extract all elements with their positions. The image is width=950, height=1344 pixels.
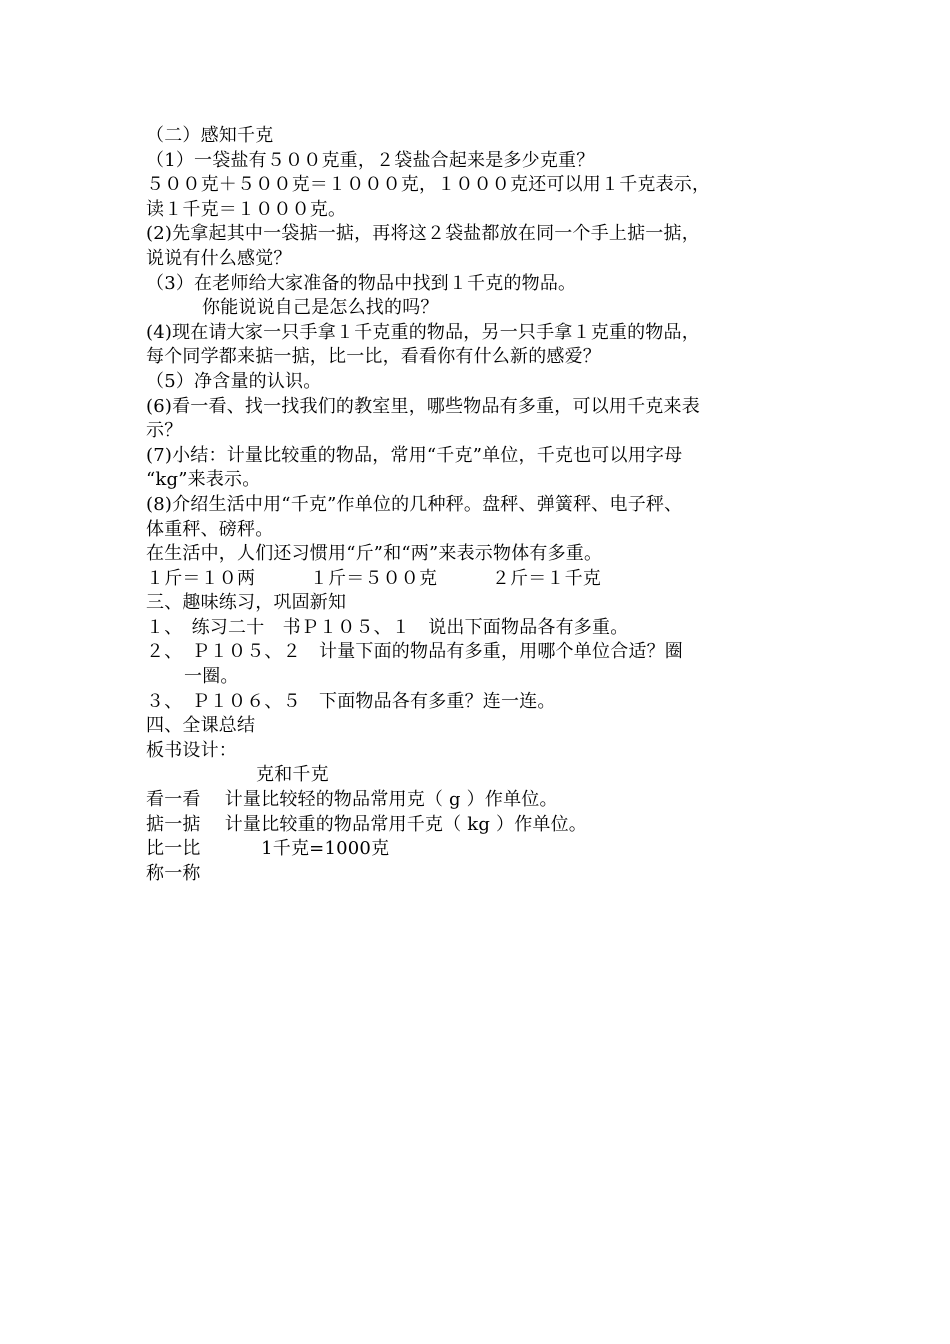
section-heading-summary: 四、全课总结 <box>146 715 256 737</box>
step-2-text: (2)先拿起其中一袋掂一掂，再将这２袋盐都放在同一个手上掂一掂， <box>146 223 700 245</box>
section-heading-perceive-kilogram: （二）感知千克 <box>146 125 274 146</box>
lesson-plan-body <box>146 124 826 886</box>
jin-liang-conversions: １斤＝１０两 １斤＝５００克 ２斤＝１千克 <box>146 567 601 589</box>
step-1-calculation-cont: 读１千克＝１０００克。 <box>146 198 347 220</box>
step-1-calculation: ５００克＋５００克＝１０００克，１０００克还可以用１千克表示， <box>146 174 711 196</box>
step-3-text-cont: 你能说说自己是怎么找的吗？ <box>202 297 439 319</box>
step-7-summary: (7)小结：计量比较重的物品，常用“千克”单位，千克也可以用字母 <box>146 444 683 466</box>
section-heading-practice: 三、趣味练习，巩固新知 <box>146 592 347 614</box>
step-3-text: （3）在老师给大家准备的物品中找到１千克的物品。 <box>146 272 577 294</box>
blackboard-row-scale: 称一称 <box>146 862 201 884</box>
step-1-question: （1）一袋盐有５００克重，２袋盐合起来是多少克重？ <box>146 149 595 171</box>
blackboard-design-label: 板书设计： <box>146 739 237 761</box>
step-5-text: （5）净含量的认识。 <box>146 370 322 392</box>
step-2-text-cont: 说说有什么感觉？ <box>146 247 292 269</box>
step-8-scales: (8)介绍生活中用“千克”作单位的几种秤。盘秤、弹簧秤、电子秤、 <box>146 493 683 515</box>
step-8-scales-cont: 体重秤、磅秤。 <box>146 518 274 540</box>
practice-item-2-cont: 一圈。 <box>184 666 239 688</box>
step-7-summary-cont: “kg”来表示。 <box>146 469 261 491</box>
jin-liang-intro: 在生活中，人们还习惯用“斤”和“两”来表示物体有多重。 <box>146 543 603 565</box>
step-4-text-cont: 每个同学都来掂一掂，比一比，看看你有什么新的感爱？ <box>146 346 601 368</box>
practice-item-1: １、 练习二十 书Ｐ１０５、１ 说出下面物品各有多重。 <box>146 616 629 638</box>
practice-item-2: ２、 Ｐ１０５、２ 计量下面的物品有多重，用哪个单位合适？圈 <box>146 641 683 663</box>
step-6-text-cont: 示？ <box>146 420 183 442</box>
step-4-text: (4)现在请大家一只手拿１千克重的物品，另一只手拿１克重的物品， <box>146 321 700 343</box>
practice-item-3: ３、 Ｐ１０６、５ 下面物品各有多重？连一连。 <box>146 690 556 712</box>
blackboard-row-look: 看一看 计量比较轻的物品常用克（ g ）作单位。 <box>146 789 558 811</box>
blackboard-title: 克和千克 <box>256 764 329 786</box>
blackboard-row-compare: 比一比 1千克=1000克 <box>146 838 390 860</box>
step-6-text: (6)看一看、找一找我们的教室里，哪些物品有多重，可以用千克来表 <box>146 395 700 417</box>
blackboard-row-weigh-hand: 掂一掂 计量比较重的物品常用千克（ kg ）作单位。 <box>146 813 587 835</box>
